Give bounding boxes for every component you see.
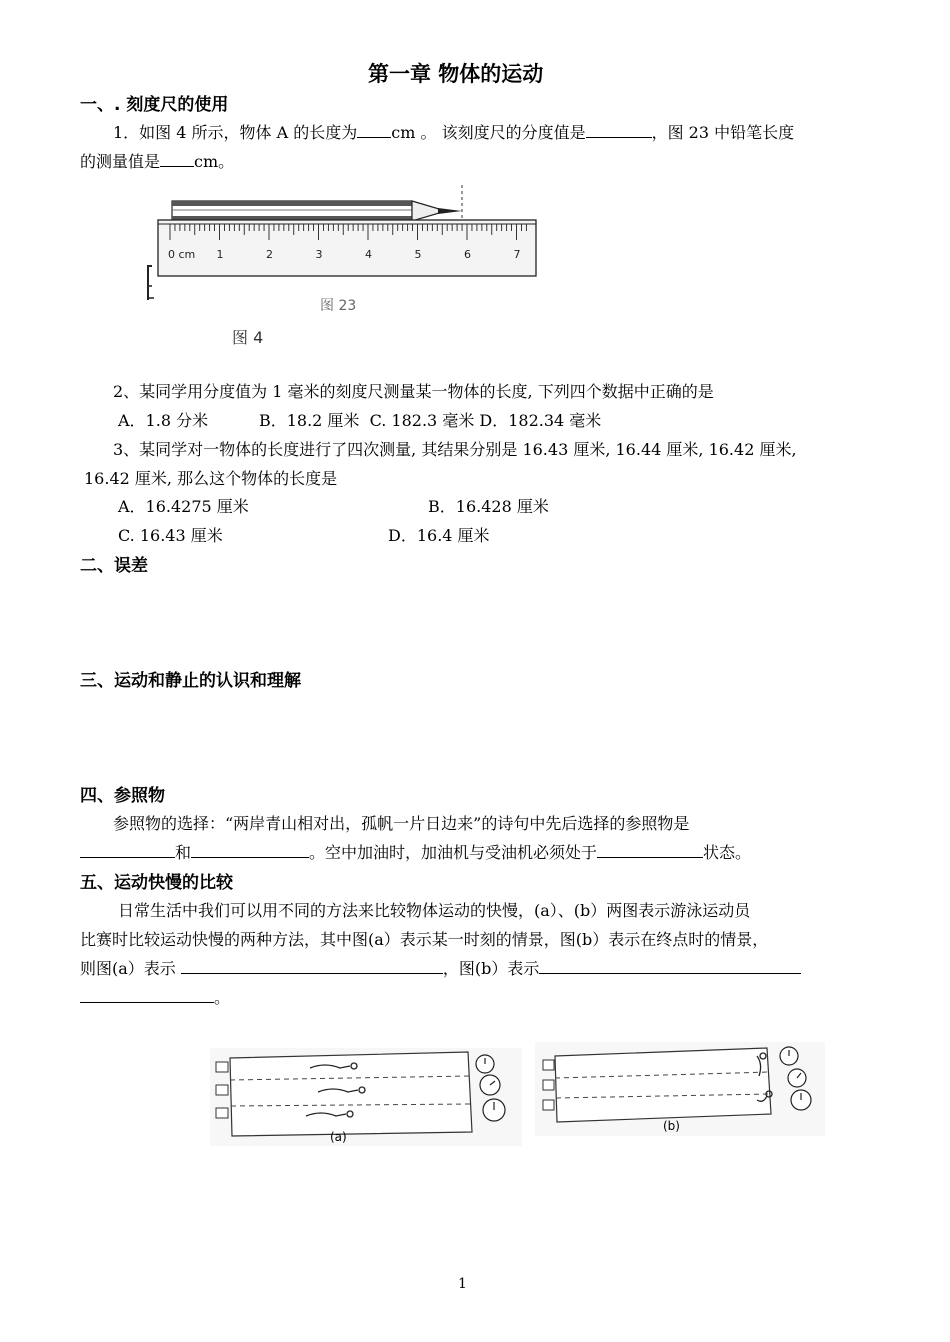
s4-paragraph-line2	[80, 840, 751, 863]
q1-text-b: cm 。 该刻度尺的分度值是	[391, 123, 586, 142]
q3-stem-line2: 16.42 厘米, 那么这个物体的长度是	[84, 469, 338, 488]
ruler-label: 1	[216, 248, 224, 261]
s5-blank-b	[539, 958, 801, 974]
s5-text-a: 则图(a）表示	[80, 959, 176, 978]
q2-options: A．1.8 分米 B．18.2 厘米 C. 182.3 毫米 D．182.34 毫米	[118, 411, 602, 430]
ruler-label: 5	[414, 248, 422, 261]
s5-blank-b-cont	[80, 987, 214, 1003]
ruler-label: 0 cm	[168, 248, 196, 261]
s5-paragraph-line4	[80, 985, 230, 1008]
page-number: 1	[458, 1276, 467, 1292]
q1-blank-pencil	[160, 151, 194, 167]
s4-text-and: 和	[175, 843, 192, 862]
q1-text-a: 1．如图 4 所示，物体 A 的长度为	[113, 123, 358, 142]
ruler-label: 4	[365, 248, 372, 261]
page-title: 第一章 物体的运动	[368, 62, 544, 86]
section-2-heading: 二、误差	[80, 556, 148, 576]
ruler-label: 3	[315, 248, 323, 261]
s4-text-mid: 。空中加油时，加油机与受油机必须处于	[309, 843, 598, 862]
s4-blank-ref2	[191, 842, 309, 858]
q1-blank-division	[586, 122, 652, 138]
q3-stem-line1: 3、某同学对一物体的长度进行了四次测量, 其结果分别是 16.43 厘米, 16.44 厘米, 16.42 厘米,	[113, 440, 797, 459]
section-3-heading: 三、运动和静止的认识和理解	[80, 671, 301, 691]
fig23-caption: 图 23	[320, 298, 357, 314]
ruler-pencil-figure	[140, 180, 540, 350]
q3-option-b: B．16.428 厘米	[428, 497, 549, 516]
q3-option-d: D．16.4 厘米	[388, 526, 490, 545]
s4-blank-state	[597, 842, 703, 858]
s5-paragraph-line3	[80, 956, 801, 979]
q2-stem: 2、某同学用分度值为 1 毫米的刻度尺测量某一物体的长度, 下列四个数据中正确的是	[113, 382, 714, 401]
ruler-label: 7	[513, 248, 521, 261]
section-5-heading: 五、运动快慢的比较	[80, 873, 233, 893]
ruler-label: 6	[464, 248, 471, 261]
s5-text-b: ，图(b）表示	[442, 959, 540, 978]
s5-blank-a	[181, 958, 443, 974]
s5-paragraph-line2: 比赛时比较运动快慢的两种方法，其中图(a）表示某一时刻的情景，图(b）表示在终点时的情景，	[80, 930, 769, 949]
q1-text-c: ，图 23 中铅笔长度	[651, 123, 795, 142]
q1-text-d: 的测量值是	[80, 152, 161, 171]
fig-a-caption: (a)	[330, 1130, 347, 1144]
q1-line1	[113, 120, 794, 143]
section-1-heading: 一、. 刻度尺的使用	[80, 95, 229, 115]
s4-paragraph-line1: 参照物的选择：“两岸青山相对出，孤帆一片日边来”的诗句中先后选择的参照物是	[113, 814, 690, 833]
pencil-icon	[172, 201, 462, 221]
swimming-figure-b	[535, 1042, 825, 1136]
q1-text-e: cm。	[194, 152, 235, 171]
fig4-caption: 图 4	[232, 328, 264, 347]
q1-blank-length	[357, 122, 391, 138]
s4-blank-ref1	[80, 842, 175, 858]
q3-option-c: C. 16.43 厘米	[118, 526, 223, 545]
section-4-heading: 四、参照物	[80, 786, 165, 806]
s5-text-end: 。	[214, 988, 231, 1007]
fig-b-caption: (b)	[663, 1119, 680, 1133]
s5-paragraph-line1: 日常生活中我们可以用不同的方法来比较物体运动的快慢，(a）、(b）两图表示游泳运动员	[118, 901, 751, 920]
swimming-figure-a	[210, 1048, 522, 1146]
q1-line2	[80, 149, 234, 172]
ruler-label: 2	[266, 248, 273, 261]
q3-option-a: A．16.4275 厘米	[118, 497, 249, 516]
s4-text-end: 状态。	[703, 843, 752, 862]
